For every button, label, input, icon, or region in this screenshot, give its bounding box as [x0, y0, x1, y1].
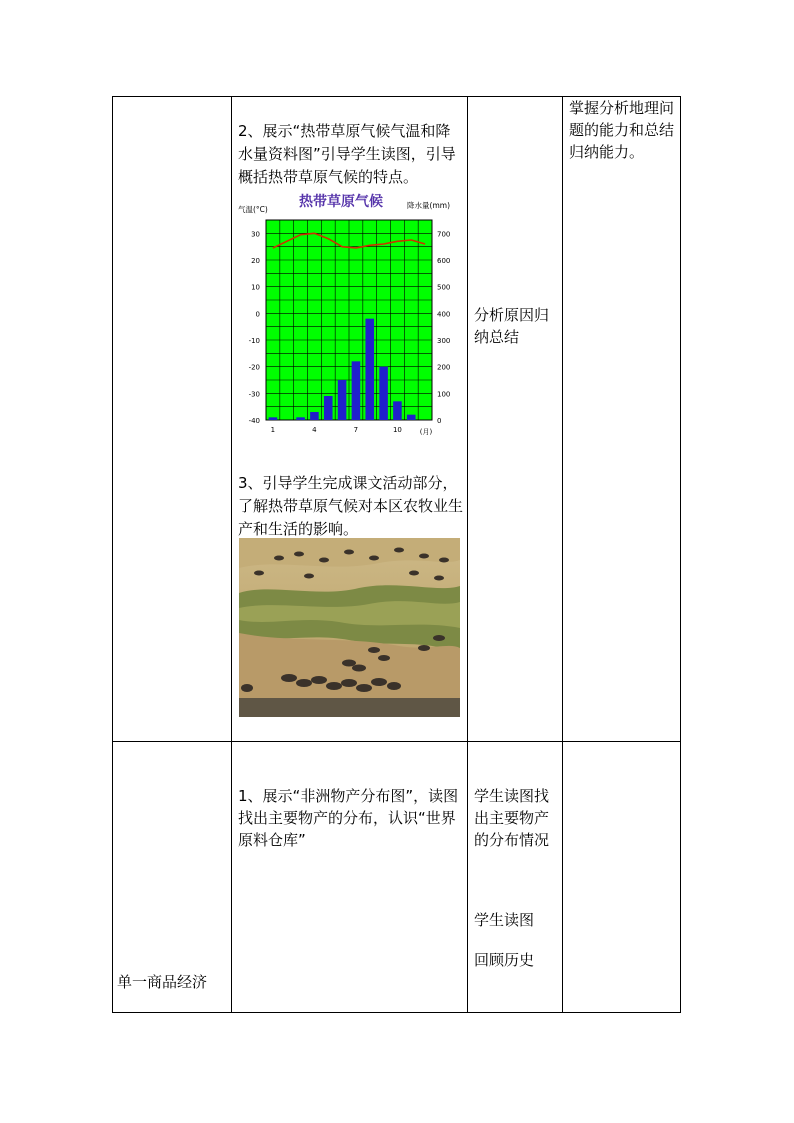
method-cell-row1: 分析原因归纳总结	[474, 306, 550, 346]
precipitation-bar	[296, 417, 305, 420]
precipitation-bar	[338, 380, 347, 420]
table-border-bottom	[112, 1012, 681, 1013]
y-left-tick-label: 30	[251, 230, 260, 239]
y-left-tick-label: 10	[251, 283, 260, 292]
precipitation-bar	[269, 417, 278, 420]
x-tick-label: 7	[353, 426, 359, 434]
method-cell-row2-c: 回顾历史	[474, 951, 535, 969]
y-right-tick-label: 400	[437, 310, 451, 319]
method-cell-row2-a: 学生读图找出主要物产的分布情况	[474, 787, 550, 849]
y-right-tick-label: 700	[437, 230, 451, 239]
climate-chart-svg	[236, 188, 452, 436]
y-right-tick-label: 500	[437, 283, 451, 292]
wildebeest-photo	[239, 538, 460, 717]
y-left-tick-label: -40	[248, 417, 260, 425]
table-col-line-3	[467, 96, 468, 1013]
y-right-tick-label: 600	[437, 257, 451, 265]
y-right-tick-label: 0	[437, 417, 442, 425]
y-left-tick-label: 20	[251, 257, 260, 265]
table-col-line-2	[231, 96, 232, 1013]
precipitation-bar	[352, 361, 361, 420]
x-tick-label: 4	[312, 426, 317, 434]
precipitation-bar	[379, 367, 388, 420]
precipitation-bar	[324, 396, 333, 420]
activity-item-3: 3、引导学生完成课文活动部分，了解热带草原气候对本区农牧业生产和生活的影响。	[238, 474, 464, 538]
y-left-axis-label: 气温(°C)	[238, 205, 268, 214]
precipitation-bar	[365, 319, 374, 420]
y-right-tick-label: 300	[437, 337, 451, 345]
precipitation-bar	[310, 412, 319, 420]
savanna-climate-chart	[236, 188, 452, 436]
method-cell-row2-b: 学生读图	[474, 911, 535, 929]
precipitation-bar	[407, 415, 416, 420]
table-col-line-1	[112, 96, 113, 1013]
precipitation-bar	[393, 401, 402, 420]
y-right-tick-label: 200	[437, 363, 451, 372]
chart-title: 热带草原气候	[299, 194, 383, 210]
activity-item-2: 2、展示“热带草原气候气温和降水量资料图”引导学生读图，引导概括热带草原气候的特点。	[238, 122, 456, 186]
x-axis-unit: (月)	[419, 428, 433, 436]
x-tick-label: 1	[270, 426, 276, 434]
y-left-tick-label: 0	[255, 310, 260, 319]
y-right-tick-label: 100	[437, 390, 451, 399]
x-tick-label: 10	[392, 426, 402, 434]
y-right-axis-label: 降水量(mm)	[407, 201, 450, 210]
table-row-divider	[112, 741, 681, 742]
y-left-tick-label: -30	[248, 390, 260, 399]
table-col-line-5	[680, 96, 681, 1013]
y-left-tick-label: -10	[248, 337, 260, 345]
y-left-tick-label: -20	[248, 363, 260, 372]
objective-cell-row1: 掌握分析地理问题的能力和总结归纳能力。	[569, 99, 675, 161]
activity-item-1: 1、展示“非洲物产分布图”，读图找出主要物产的分布，认识“世界原料仓库”	[238, 787, 459, 849]
topic-cell-single-commodity-economy: 单一商品经济	[117, 973, 208, 991]
table-col-line-4	[562, 96, 563, 1013]
